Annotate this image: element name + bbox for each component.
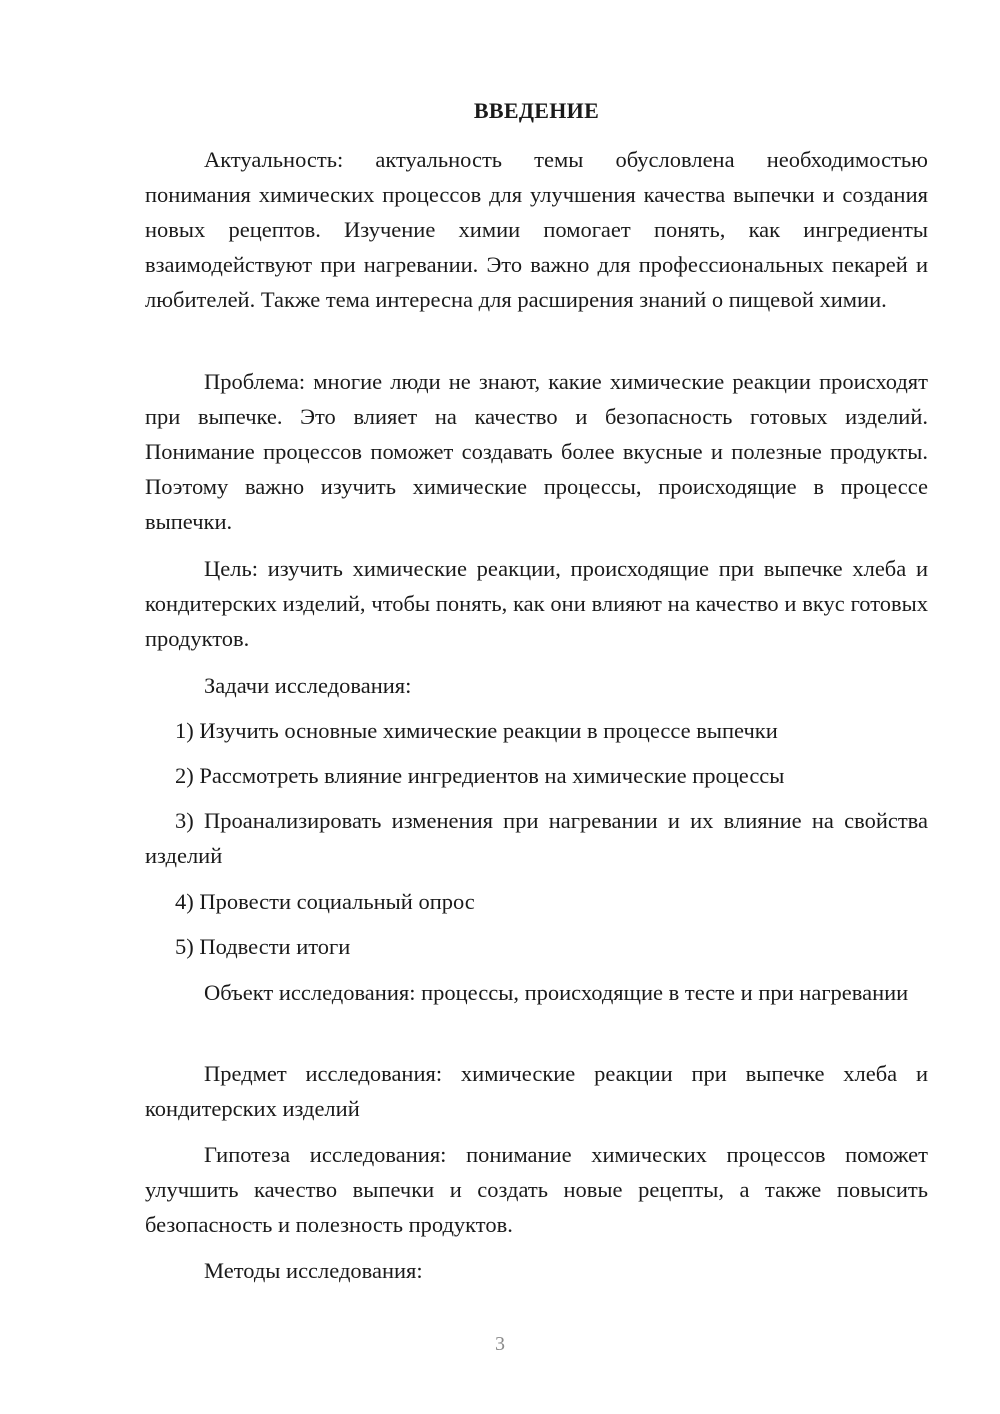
- section-title: ВВЕДЕНИЕ: [473, 98, 600, 123]
- task-item-4: 4) Провести социальный опрос: [175, 889, 475, 914]
- subject-paragraph: Предмет исследования: химические реакции при выпечке хлеба и кондитерских изделий: [145, 1061, 928, 1121]
- tasks-heading: Задачи исследования:: [204, 673, 412, 698]
- task-item-2: 2) Рассмотреть влияние ингредиентов на химические процессы: [175, 763, 785, 788]
- task-item-1: 1) Изучить основные химические реакции в процессе выпечки: [175, 718, 778, 743]
- page-number: 3: [495, 1333, 505, 1355]
- object-paragraph: Объект исследования: процессы, происходящие в тесте и при нагревании: [204, 980, 909, 1005]
- task-item-5: 5) Подвести итоги: [175, 934, 351, 959]
- methods-heading: Методы исследования:: [204, 1258, 423, 1283]
- relevance-paragraph: Актуальность: актуальность темы обусловлена необходимостью понимания химических процессов для улучшения качества выпечки и создания новых рецептов. Изучение химии помогает понять, как ингредиенты взаимодействуют при нагревании. Это важно для профессиональных пекарей и любителей. Также тема интересна для расширения знаний о пищевой химии.: [145, 147, 928, 312]
- goal-paragraph: Цель: изучить химические реакции, происходящие при выпечке хлеба и кондитерских изделий, чтобы понять, как они влияют на качество и вкус готовых продуктов.: [145, 556, 928, 651]
- task-item-3: 3) Проанализировать изменения при нагревании и их влияние на свойства изделий: [145, 808, 928, 868]
- problem-paragraph: Проблема: многие люди не знают, какие химические реакции происходят при выпечке. Это влияет на качество и безопасность готовых изделий. Понимание процессов поможет создавать более вкусные и полезные продукты. Поэтому важно изучить химические процессы, происходящие в процессе выпечки.: [145, 369, 928, 534]
- hypothesis-paragraph: Гипотеза исследования: понимание химических процессов поможет улучшить качество выпечки и создать новые рецепты, а также повысить безопасность и полезность продуктов.: [145, 1142, 928, 1237]
